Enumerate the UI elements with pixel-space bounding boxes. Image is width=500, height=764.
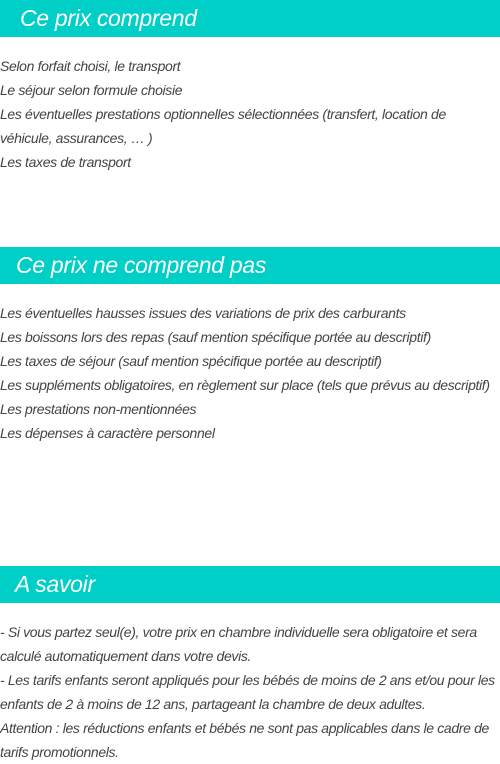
list-item: Les taxes de séjour (sauf mention spécifique portée au descriptif) bbox=[0, 353, 382, 369]
list-item: Les prestations non-mentionnées bbox=[0, 401, 197, 417]
section-header-good-to-know bbox=[0, 566, 500, 603]
list-item: Attention : les réductions enfants et bébés ne sont pas applicables dans le cadre de tarifs promotionnels. bbox=[0, 720, 489, 760]
list-item: Les taxes de transport bbox=[0, 154, 131, 170]
list-item: Les boissons lors des repas (sauf mention spécifique portée au descriptif) bbox=[0, 329, 431, 345]
section-header-included bbox=[0, 0, 500, 37]
section-title: A savoir bbox=[15, 571, 95, 597]
list-item: - Si vous partez seul(e), votre prix en chambre individuelle sera obligatoire et sera calculé automatiquement dans votre devis. bbox=[0, 624, 477, 664]
list-item: Selon forfait choisi, le transport bbox=[0, 58, 181, 74]
section-body-included bbox=[0, 54, 500, 174]
section-title: Ce prix comprend bbox=[20, 5, 197, 31]
section-title: Ce prix ne comprend pas bbox=[16, 252, 267, 278]
list-item: Le séjour selon formule choisie bbox=[0, 82, 183, 98]
list-item: Les suppléments obligatoires, en règlement sur place (tels que prévus au descriptif) bbox=[0, 377, 490, 393]
list-item: Les éventuelles prestations optionnelles sélectionnées (transfert, location de véhicule, assurances, … ) bbox=[0, 106, 446, 146]
list-item: - Les tarifs enfants seront appliqués pour les bébés de moins de 2 ans et/ou pour les enfants de 2 à moins de 12 ans, partageant la chambre de deux adultes. bbox=[0, 672, 495, 712]
list-item: Les dépenses à caractère personnel bbox=[0, 425, 215, 441]
section-header-not-included bbox=[0, 247, 500, 284]
list-item: Les éventuelles hausses issues des variations de prix des carburants bbox=[0, 305, 406, 321]
section-body-not-included bbox=[0, 301, 500, 445]
section-body-good-to-know bbox=[0, 620, 500, 764]
